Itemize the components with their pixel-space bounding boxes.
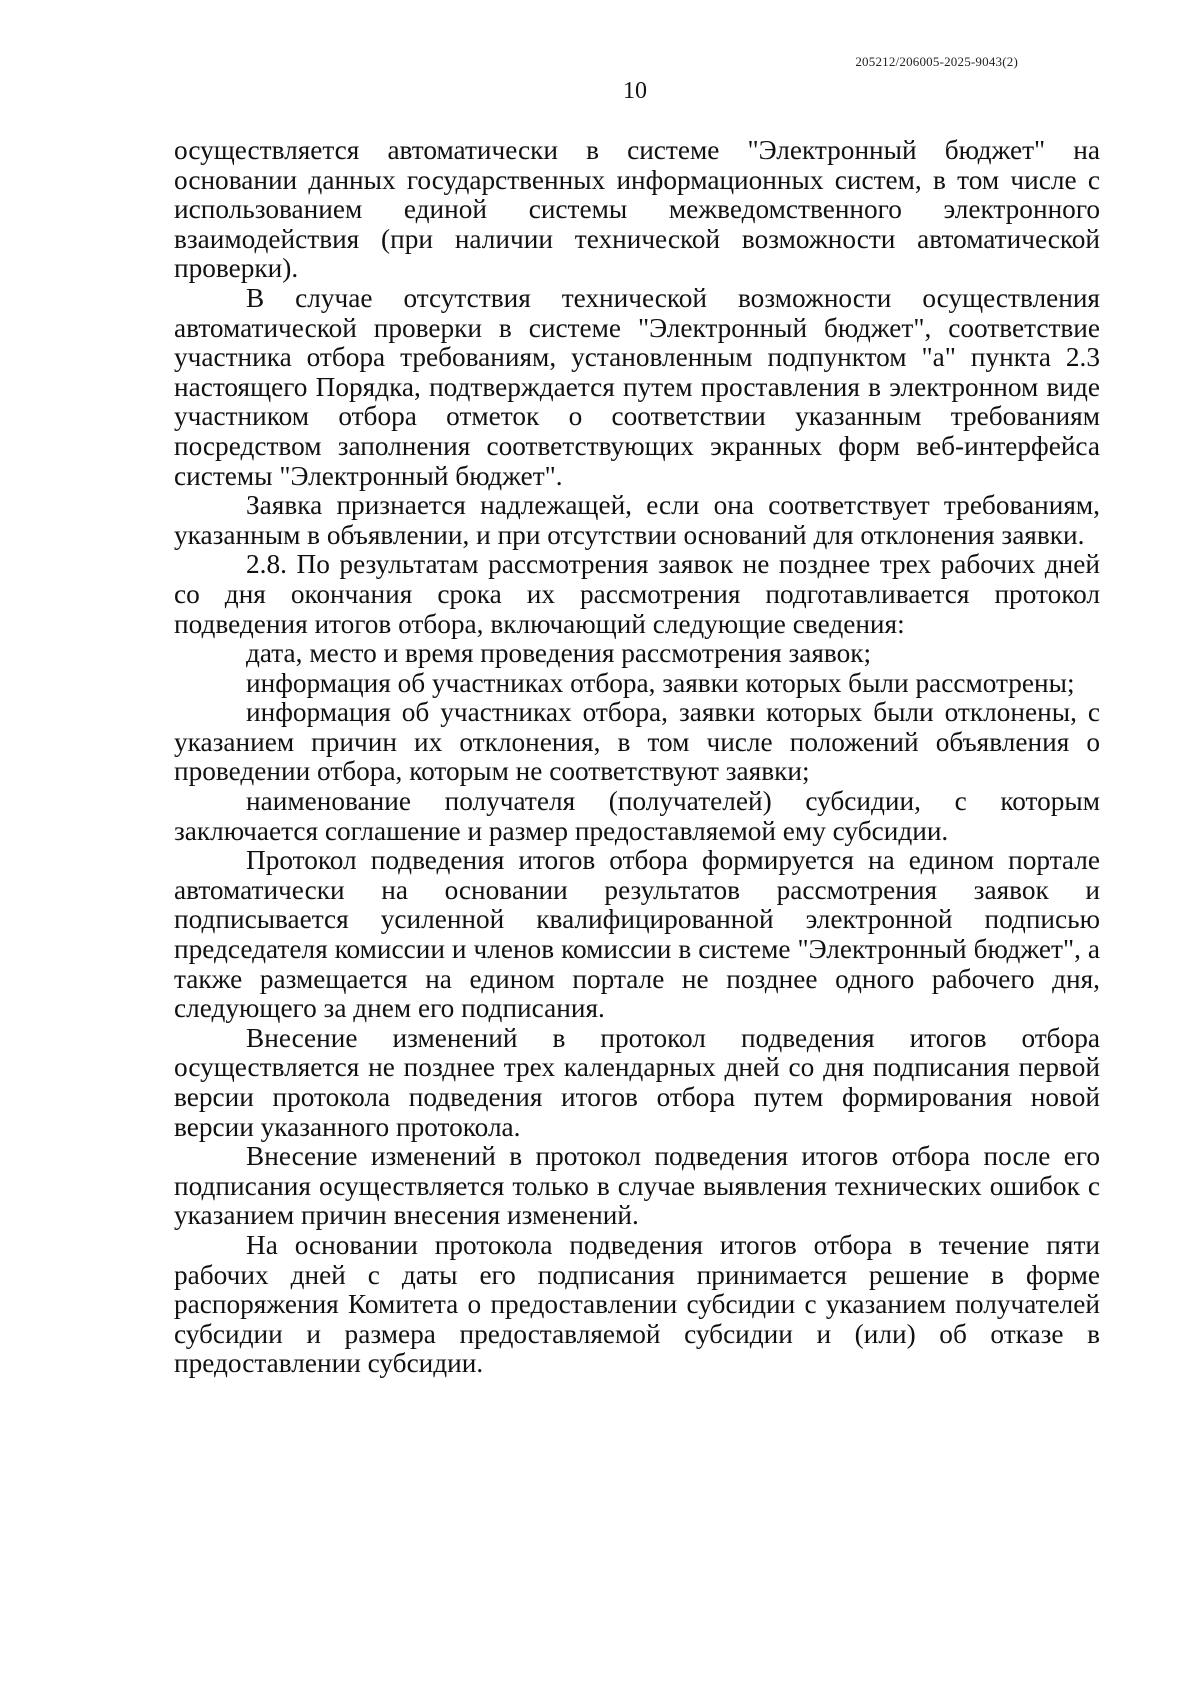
list-item: наименование получателя (получателей) субсидии, с которым заключается соглашение и размер предоставляемой ему субсидии. <box>174 786 1100 846</box>
paragraph-continuation: осуществляется автоматически в системе "Электронный бюджет" на основании данных государственных информационных систем, в том числе с использованием единой системы межведомственного электронного взаимодействия (при наличии технической возможности автоматической проверки). <box>174 135 1100 284</box>
paragraph: Внесение изменений в протокол подведения итогов отбора после его подписания осуществляется только в случае выявления технических ошибок с указанием причин внесения изменений. <box>174 1141 1100 1231</box>
paragraph: Заявка признается надлежащей, если она соответствует требованиям, указанным в объявлении, и при отсутствии оснований для отклонения заявки. <box>174 490 1100 550</box>
paragraph-section-2-8: 2.8. По результатам рассмотрения заявок не позднее трех рабочих дней со дня окончания срока их рассмотрения подготавливается протокол подведения итогов отбора, включающий следующие сведения: <box>174 549 1100 639</box>
list-item: информация об участниках отбора, заявки которых были отклонены, с указанием причин их отклонения, в том числе положений объявления о проведении отбора, которым не соответствуют заявки; <box>174 697 1100 787</box>
paragraph: На основании протокола подведения итогов отбора в течение пяти рабочих дней с даты его подписания принимается решение в форме распоряжения Комитета о предоставлении субсидии с указанием получателей субсидии и размера предоставляемой субсидии и (или) об отказе в предоставлении субсидии. <box>174 1229 1100 1379</box>
paragraph: Протокол подведения итогов отбора формируется на едином портале автоматически на основании результатов рассмотрения заявок и подписывается усиленной квалифицированной электронной подписью председателя комиссии и членов комиссии в системе "Электронный бюджет", а также размещается на едином портале не позднее одного рабочего дня, следующего за днем его подписания. <box>174 845 1100 1024</box>
paragraph: Внесение изменений в протокол подведения итогов отбора осуществляется не позднее трех календарных дней со дня подписания первой версии протокола подведения итогов отбора путем формирования новой версии указанного протокола. <box>174 1022 1100 1142</box>
paragraph: В случае отсутствия технической возможности осуществления автоматической проверки в системе "Электронный бюджет", соответствие участника отбора требованиям, установленным подпунктом "а" пункта 2.3 настоящего Порядка, подтверждается путем проставления в электронном виде участником отбора отметок о соответствии указанным требованиям посредством заполнения соответствующих экранных форм веб-интерфейса системы "Электронный бюджет". <box>174 282 1100 491</box>
list-item: информация об участниках отбора, заявки которых были рассмотрены; <box>246 667 1075 698</box>
page-number: 10 <box>623 78 647 104</box>
document-id: 205212/206005-2025-9043(2) <box>855 54 1018 69</box>
list-item: дата, место и время проведения рассмотрения заявок; <box>246 638 872 669</box>
body-text <box>174 136 1100 1379</box>
